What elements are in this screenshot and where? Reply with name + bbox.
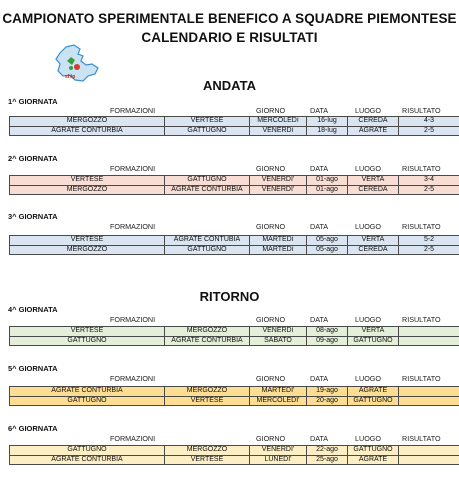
- cell-away: MERGOZZO: [165, 387, 250, 397]
- header-giorno: GIORNO: [256, 315, 286, 324]
- section-ritorno: RITORNO: [199, 289, 260, 304]
- header-giorno: GIORNO: [256, 434, 286, 443]
- cell-date: 08-ago: [307, 327, 348, 337]
- cell-result: 2-5: [399, 126, 459, 136]
- header-data: DATA: [310, 106, 329, 115]
- round-label: 1^ GIORNATA: [8, 97, 58, 106]
- cell-date: 09-ago: [307, 336, 348, 346]
- cell-result: [399, 455, 459, 465]
- header-risultato: RISULTATO: [402, 106, 441, 115]
- header-risultato: RISULTATO: [402, 222, 441, 231]
- round-label: 3^ GIORNATA: [8, 212, 58, 221]
- header-formazioni: FORMAZIONI: [110, 374, 156, 383]
- header-data: DATA: [310, 434, 329, 443]
- fixtures-table: [9, 386, 459, 406]
- cell-date: 22-ago: [307, 446, 348, 456]
- cell-day: MARTEDI': [250, 387, 307, 397]
- cell-day: VENERDI': [250, 446, 307, 456]
- cell-away: AGRATE CONTURBIA: [165, 185, 250, 195]
- table-row: [10, 236, 459, 246]
- cell-home: VERTESE: [10, 176, 165, 186]
- header-data: DATA: [310, 164, 329, 173]
- table-row: [10, 336, 459, 346]
- table-row: [10, 455, 459, 465]
- header-luogo: LUOGO: [355, 315, 381, 324]
- cell-result: 2-5: [399, 245, 459, 255]
- cell-away: AGRATE CONTURBIA: [165, 336, 250, 346]
- cell-place: AGRATE: [348, 455, 399, 465]
- cell-day: MARTEDì: [250, 245, 307, 255]
- cell-away: GATTUGNO: [165, 176, 250, 186]
- cell-home: GATTUGNO: [10, 336, 165, 346]
- header-giorno: GIORNO: [256, 222, 286, 231]
- cell-place: GATTUGNO: [348, 336, 399, 346]
- cell-day: MARTEDì: [250, 236, 307, 246]
- cell-day: MERCOLEDI': [250, 396, 307, 406]
- header-risultato: RISULTATO: [402, 164, 441, 173]
- header-luogo: LUOGO: [355, 374, 381, 383]
- table-row: [10, 126, 459, 136]
- header-risultato: RISULTATO: [402, 374, 441, 383]
- cell-home: MERGOZZO: [10, 117, 165, 127]
- round-label: 5^ GIORNATA: [8, 364, 58, 373]
- table-row: [10, 185, 459, 195]
- cell-home: AGRATE CONTURBIA: [10, 126, 165, 136]
- round-label: 6^ GIORNATA: [8, 424, 58, 433]
- fixtures-table: [9, 175, 459, 195]
- cell-date: 16-lug: [307, 117, 348, 127]
- section-andata: ANDATA: [203, 78, 256, 93]
- fixtures-table: [9, 326, 459, 346]
- header-luogo: LUOGO: [355, 222, 381, 231]
- cell-result: [399, 446, 459, 456]
- cell-away: VERTESE: [165, 455, 250, 465]
- cell-date: 20-ago: [307, 396, 348, 406]
- cell-result: 3-4: [399, 176, 459, 186]
- cell-date: 05-ago: [307, 236, 348, 246]
- header-giorno: GIORNO: [256, 164, 286, 173]
- header-risultato: RISULTATO: [402, 315, 441, 324]
- header-data: DATA: [310, 315, 329, 324]
- cell-place: AGRATE: [348, 126, 399, 136]
- cell-result: [399, 327, 459, 337]
- cell-place: CEREDA: [348, 117, 399, 127]
- cell-date: 19-ago: [307, 387, 348, 397]
- table-row: [10, 446, 459, 456]
- cell-home: GATTUGNO: [10, 446, 165, 456]
- cell-home: VERTESE: [10, 327, 165, 337]
- header-data: DATA: [310, 374, 329, 383]
- cell-day: VENERDì: [250, 126, 307, 136]
- header-formazioni: FORMAZIONI: [110, 222, 156, 231]
- cell-place: VERTA: [348, 236, 399, 246]
- table-row: [10, 327, 459, 337]
- cell-result: [399, 336, 459, 346]
- table-row: [10, 117, 459, 127]
- header-formazioni: FORMAZIONI: [110, 315, 156, 324]
- cell-date: 05-ago: [307, 245, 348, 255]
- header-risultato: RISULTATO: [402, 434, 441, 443]
- cell-result: [399, 387, 459, 397]
- cell-day: SABATO: [250, 336, 307, 346]
- header-formazioni: FORMAZIONI: [110, 164, 156, 173]
- cell-away: GATTUGNO: [165, 126, 250, 136]
- cell-away: MERGOZZO: [165, 446, 250, 456]
- cell-result: 2-5: [399, 185, 459, 195]
- cell-place: GATTUGNO: [348, 446, 399, 456]
- header-formazioni: FORMAZIONI: [110, 434, 156, 443]
- cell-away: GATTUGNO: [165, 245, 250, 255]
- cell-away: VERTESE: [165, 396, 250, 406]
- cell-home: AGRATE CONTURBIA: [10, 387, 165, 397]
- cell-date: 01-ago: [307, 185, 348, 195]
- fixtures-table: [9, 445, 459, 465]
- cell-day: VENERDì: [250, 327, 307, 337]
- cell-date: 18-lug: [307, 126, 348, 136]
- title-line-2: CALENDARIO E RISULTATI: [141, 30, 318, 45]
- cell-away: VERTESE: [165, 117, 250, 127]
- table-row: [10, 176, 459, 186]
- cell-day: LUNEDI': [250, 455, 307, 465]
- cell-day: VENERDI': [250, 176, 307, 186]
- cell-place: CEREDA: [348, 245, 399, 255]
- cell-home: AGRATE CONTURBIA: [10, 455, 165, 465]
- cell-place: VERTA: [348, 327, 399, 337]
- header-luogo: LUOGO: [355, 164, 381, 173]
- header-luogo: LUOGO: [355, 106, 381, 115]
- cell-away: AGRATE CONTUBIA: [165, 236, 250, 246]
- header-luogo: LUOGO: [355, 434, 381, 443]
- table-row: [10, 387, 459, 397]
- cell-home: GATTUGNO: [10, 396, 165, 406]
- cell-day: MERCOLEDì: [250, 117, 307, 127]
- logo-text: ship: [65, 74, 76, 80]
- cell-place: VERTA: [348, 176, 399, 186]
- table-row: [10, 245, 459, 255]
- cell-date: 25-ago: [307, 455, 348, 465]
- cell-day: VENERDI': [250, 185, 307, 195]
- cell-home: MERGOZZO: [10, 185, 165, 195]
- title-line-1: CAMPIONATO SPERIMENTALE BENEFICO A SQUADRE PIEMONTESE: [2, 11, 457, 26]
- table-row: [10, 396, 459, 406]
- cell-place: GATTUGNO: [348, 396, 399, 406]
- header-giorno: GIORNO: [256, 106, 286, 115]
- cell-result: [399, 396, 459, 406]
- header-formazioni: FORMAZIONI: [110, 106, 156, 115]
- header-giorno: GIORNO: [256, 374, 286, 383]
- cell-away: MERGOZZO: [165, 327, 250, 337]
- cell-home: VERTESE: [10, 236, 165, 246]
- round-label: 4^ GIORNATA: [8, 305, 58, 314]
- header-data: DATA: [310, 222, 329, 231]
- fixtures-table: [9, 116, 459, 136]
- cell-place: AGRATE: [348, 387, 399, 397]
- cell-home: MERGOZZO: [10, 245, 165, 255]
- cell-date: 01-ago: [307, 176, 348, 186]
- fixtures-table: [9, 235, 459, 255]
- cell-place: CEREDA: [348, 185, 399, 195]
- round-label: 2^ GIORNATA: [8, 154, 58, 163]
- cell-result: 5-2: [399, 236, 459, 246]
- cell-result: 4-3: [399, 117, 459, 127]
